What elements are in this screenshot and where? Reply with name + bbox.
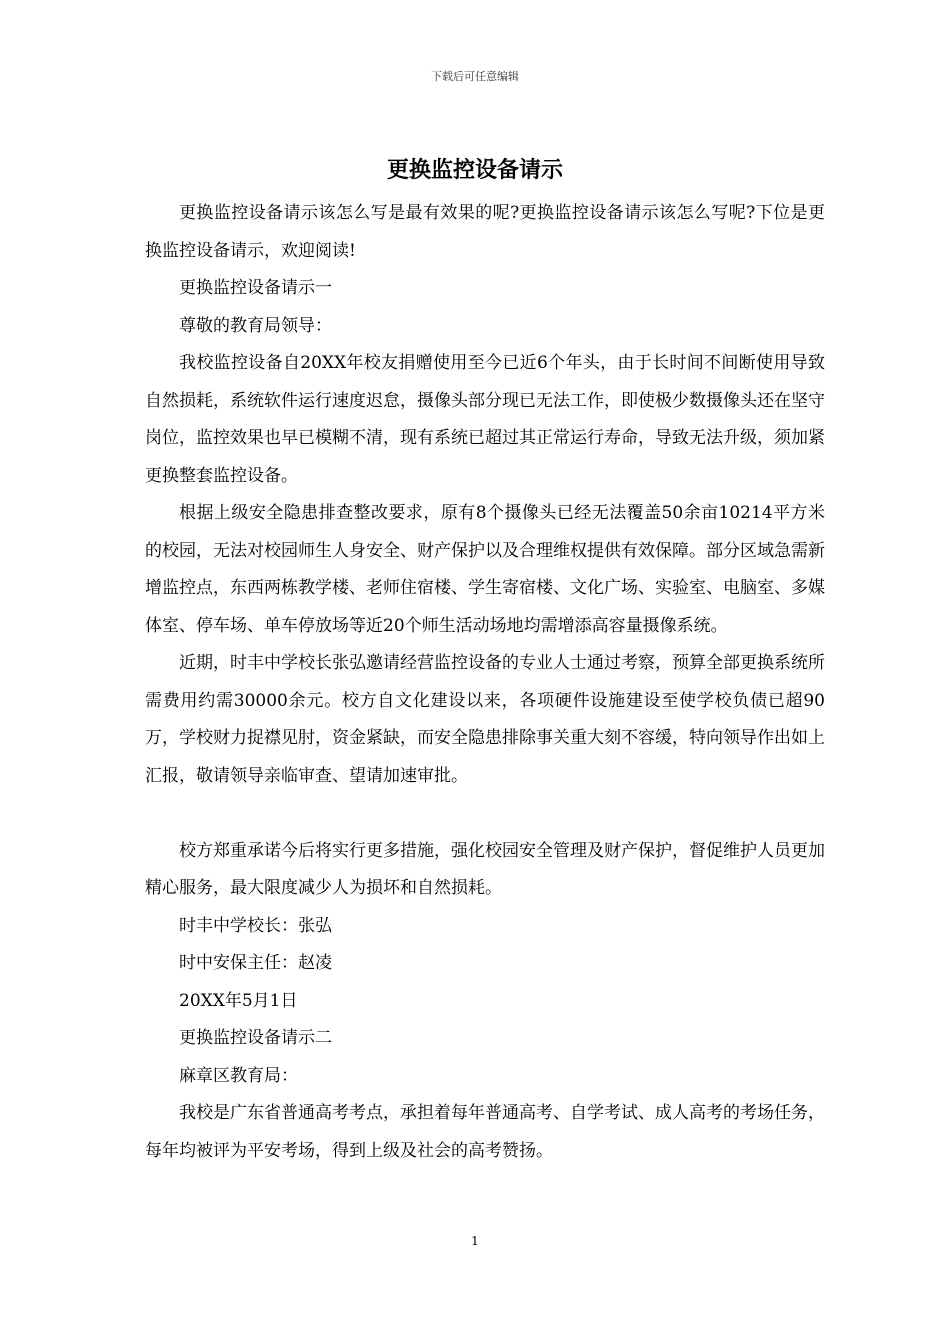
body-paragraph: 我校监控设备自20XX年校友捐赠使用至今已近6个年头，由于长时间不间断使用导致自然损耗，系统软件运行速度迟怠，摄像头部分现已无法工作，即使极少数摄像头还在坚守岗位，监控效果也早已模糊不清，现有系统已超过其正常运行寿命，导致无法升级，须加紧更换整套监控设备。: [145, 353, 825, 486]
body-paragraph: 校方郑重承诺今后将实行更多措施，强化校园安全管理及财产保护，督促维护人员更加精心服务，最大限度减少人为损坏和自然损耗。: [145, 840, 825, 898]
section-heading-one: 更换监控设备请示一: [179, 278, 332, 298]
body-paragraph: 根据上级安全隐患排查整改要求，原有8个摄像头已经无法覆盖50余亩10214平方米的校园，无法对校园师生人身安全、财产保护以及合理维权提供有效保障。部分区域急需新增监控点，东西两栋教学楼、老师住宿楼、学生寄宿楼、文化广场、实验室、电脑室、多媒体室、停车场、单车停放场等近20个师生活动场地均需增添高容量摄像系统。: [145, 503, 825, 636]
body-paragraph: 我校是广东省普通高考考点，承担着每年普通高考、自学考试、成人高考的考场任务，每年均被评为平安考场，得到上级及社会的高考赞扬。: [145, 1103, 825, 1161]
body-paragraph: 近期，时丰中学校长张弘邀请经营监控设备的专业人士通过考察，预算全部更换系统所需费用约需30000余元。校方自文化建设以来，各项硬件设施建设至使学校负债已超90万，学校财力捉襟见肘，资金紧缺，而安全隐患排除事关重大刻不容缓，特向领导作出如上汇报，敬请领导亲临审查、望请加速审批。: [145, 653, 825, 786]
page-header-note: 下载后可任意编辑: [431, 70, 519, 83]
signature-principal: 时丰中学校长：张弘: [179, 915, 332, 936]
signature-security: 时中安保主任：赵凌: [179, 953, 332, 973]
document-date: 20XX年5月1日: [179, 990, 298, 1011]
page-number: 1: [471, 1234, 479, 1248]
blank-line: [145, 795, 825, 833]
document-body: [145, 195, 825, 1170]
salutation-one: 尊敬的教育局领导：: [179, 315, 332, 336]
intro-paragraph: 更换监控设备请示该怎么写是最有效果的呢?更换监控设备请示该怎么写呢?下位是更换监控设备请示，欢迎阅读!: [145, 203, 825, 261]
section-heading-two: 更换监控设备请示二: [179, 1028, 332, 1048]
salutation-two: 麻章区教育局：: [179, 1065, 298, 1086]
document-title: 更换监控设备请示: [386, 157, 563, 183]
